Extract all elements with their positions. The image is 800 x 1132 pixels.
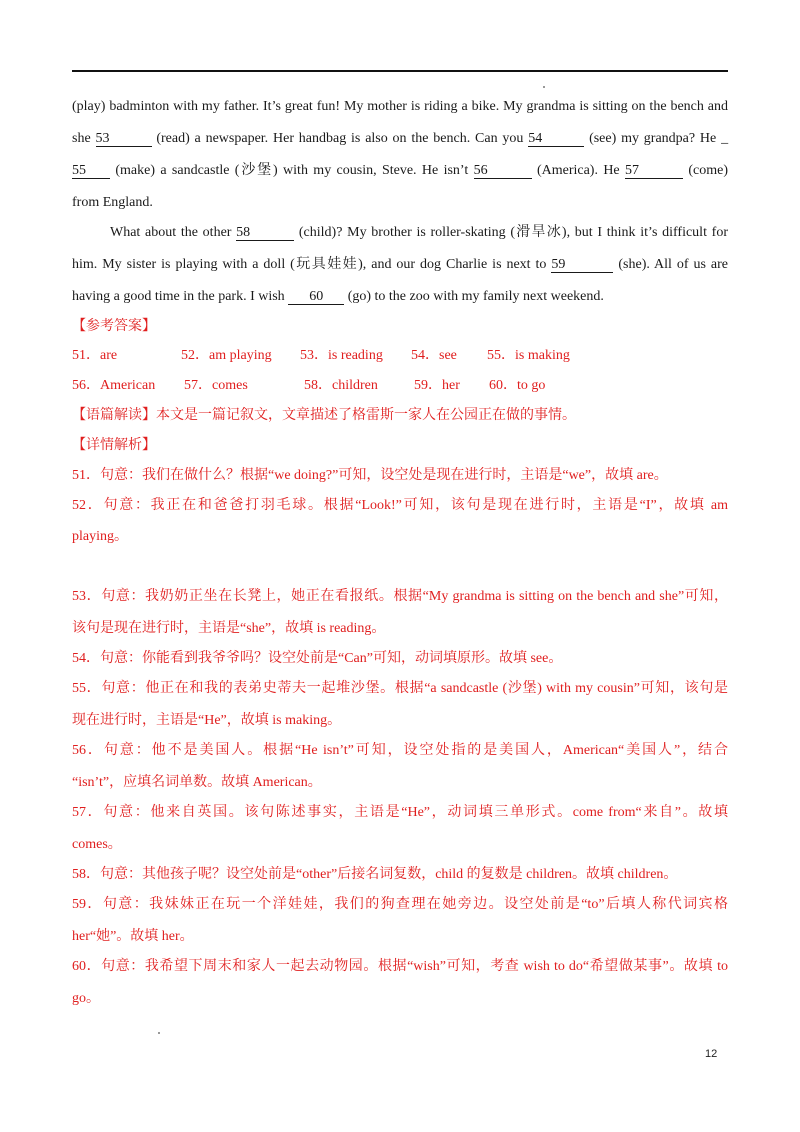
answer-57: 57．comes [184, 378, 248, 393]
explanation-55-line-1: 55．句意：他正在和我的表弟史蒂夫一起堆沙堡。根据“a sandcastle (沙堡) with my cousin”可知，该句是 [72, 681, 728, 696]
answer-52: 52．am playing [181, 348, 272, 363]
explanation-54: 54．句意：你能看到我爷爷吗？设空处前是“Can”可知，动词填原形。故填 see。 [72, 651, 563, 666]
blank-56: 56 [474, 163, 532, 179]
answer-54: 54．see [411, 348, 457, 363]
interpretation: 【语篇解读】本文是一篇记叙文，文章描述了格雷斯一家人在公园正在做的事情。 [72, 408, 576, 423]
blank-54: 54 [528, 131, 584, 147]
answer-51: 51．are [72, 348, 118, 363]
explanation-52-line-1: 52．句意：我正在和爸爸打羽毛球。根据“Look!”可知，该句是现在进行时，主语是“I”，故填 am [72, 498, 728, 513]
passage-line-3: 55 (make) a sandcastle (沙堡) with my cousin, Steve. He isn’t 56 (America). He 57 (come) [72, 163, 729, 178]
explanation-58: 58．句意：其他孩子呢？设空处前是“other”后接名词复数，child 的复数是 children。故填 children。 [72, 867, 678, 882]
explanation-53-line-2: 该句是现在进行时，主语是“she”，故填 is reading。 [72, 621, 386, 636]
header-rule [72, 70, 728, 72]
answer-53: 53．is reading [300, 348, 383, 363]
answer-59: 59．her [414, 378, 460, 393]
answer-56: 56．American [72, 378, 156, 393]
answer-heading: 【参考答案】 [72, 319, 156, 334]
blank-59: 59 [551, 257, 613, 273]
passage-line-1: (play) badminton with my father. It’s great fun! My mother is riding a bike. My grandma is sitting on the bench and [72, 99, 728, 114]
explanation-59-line-2: her“她”。故填 her。 [72, 929, 194, 944]
scan-dot [543, 86, 545, 88]
blank-57: 57 [625, 163, 683, 179]
passage-line-4: from England. [72, 195, 153, 210]
detail-heading: 【详情解析】 [72, 438, 156, 453]
explanation-52-line-2: playing。 [72, 529, 128, 544]
passage-line-2: she 53 (read) a newspaper. Her handbag is also on the bench. Can you 54 (see) my grandpa? He _ [72, 131, 729, 146]
passage-line-6: him. My sister is playing with a doll (玩具娃娃), and our dog Charlie is next to 59 (she). All of us are [72, 257, 729, 272]
page-number: 12 [705, 1048, 718, 1060]
explanation-51: 51．句意：我们在做什么？根据“we doing?”可知，设空处是现在进行时，主语是“we”，故填 are。 [72, 468, 668, 483]
answer-60: 60．to go [489, 378, 546, 393]
scan-dot [158, 1032, 160, 1034]
blank-60: 60 [288, 289, 344, 305]
explanation-60-line-2: go。 [72, 991, 100, 1006]
explanation-57-line-1: 57．句意：他来自英国。该句陈述事实，主语是“He”，动词填三单形式。come from“来自”。故填 [72, 805, 728, 820]
answer-58: 58．children [304, 378, 378, 393]
answer-55: 55．is making [487, 348, 570, 363]
passage-line-7: having a good time in the park. I wish 60 (go) to the zoo with my family next weekend. [72, 289, 604, 304]
blank-55: 55 [72, 163, 110, 179]
blank-58: 58 [236, 225, 294, 241]
explanation-56-line-2: “isn’t”，应填名词单数。故填 American。 [72, 775, 322, 790]
passage-line-5: What about the other 58 (child)? My brother is roller-skating (滑旱冰), but I think it’s difficult for [110, 225, 728, 240]
explanation-59-line-1: 59．句意：我妹妹正在玩一个洋娃娃，我们的狗查理在她旁边。设空处前是“to”后填人称代词宾格 [72, 897, 728, 912]
blank-53: 53 [96, 131, 152, 147]
explanation-55-line-2: 现在进行时，主语是“He”，故填 is making。 [72, 713, 342, 728]
explanation-53-line-1: 53．句意：我奶奶正坐在长凳上，她正在看报纸。根据“My grandma is sitting on the bench and she”可知， [72, 589, 728, 604]
explanation-57-line-2: comes。 [72, 837, 122, 852]
explanation-60-line-1: 60．句意：我希望下周末和家人一起去动物园。根据“wish”可知，考查 wish to do“希望做某事”。故填 to [72, 959, 728, 974]
explanation-56-line-1: 56．句意：他不是美国人。根据“He isn’t”可知，设空处指的是美国人，American“美国人”，结合 [72, 743, 728, 758]
